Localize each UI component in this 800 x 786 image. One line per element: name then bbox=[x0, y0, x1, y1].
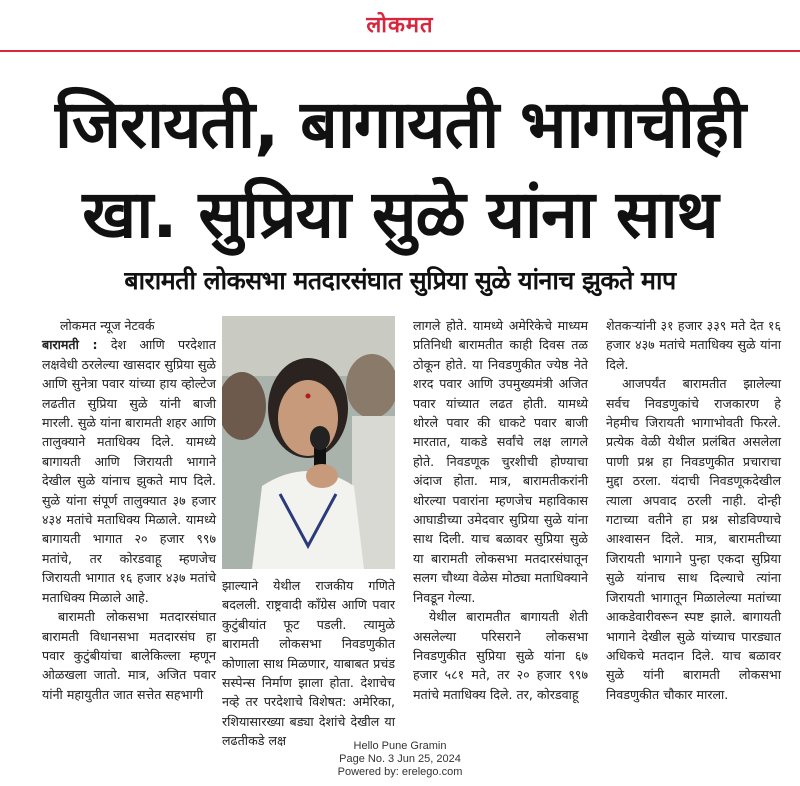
footer-source: Hello Pune Gramin bbox=[353, 740, 447, 752]
dateline: बारामती : bbox=[42, 337, 98, 353]
article-photo bbox=[222, 316, 395, 569]
paragraph-7: आजपर्यंत बारामतीत झालेल्या सर्वच निवडणुकांचे राजकारण हे नेहमीच जिरायती भागाभोवती फिरले. प्रत्येक वेळी येथील प्रलंबित असलेला पाणी प्रश्न हा निवडणुकीत प्रचाराचा मुद्दा ठरला. यंदाची निवडणूकदेखील त्याला अपवाद ठरली नाही. दोन्ही गटाच्या वतीने हा प्रश्न सोडविण्याचे आश्वासन दिले. मात्र, बारामतीच्या जिरायती भागाने पुन्हा एकदा सुप्रिया सुळे यांनाच साथ दिल्याचे त्यांना जिरायती भागातून मिळालेल्या मतांच्या आकडेवारीवरून स्पष्ट झाले. बागायती भागाने देखील सुळे यांच्याच पारड्यात अधिकचे मतदान दिले. याच बळावर सुळे यांनी बारामती लोकसभा निवडणुकीत चौकार मारला. bbox=[606, 376, 781, 702]
byline: लोकमत न्यूज नेटवर्क bbox=[60, 318, 155, 333]
paragraph-4: लागले होते. यामध्ये अमेरिकेचे माध्यम प्रतिनिधी बारामतीत काही दिवस तळ ठोकून होते. या निवडणुकीत ज्येष्ठ नेते शरद पवार आणि उपमुख्यमंत्री अजित पवार यांच्यात लढत होती. यामध्ये थोरले पवार की धाकटे पवार बाजी मारतात, याकडे सर्वांचे लक्ष लागले होते. निवडणूक चुरशीची होण्याचा अंदाज होता. मात्र, बारामतीकरांनी थोरल्या पवारांना म्हणजेच महाविकास आघाडीच्या उमेदवार सुप्रिया सुळे यांना साथ दिली. याच बळावर सुप्रिया सुळे या बारामती लोकसभा मतदारसंघातून सलग चौथ्या वेळेस मोठ्या मताधिक्याने निवडून गेल्या. bbox=[413, 318, 588, 605]
headline-line-1: जिरायती, बागायती भागाचीही bbox=[54, 86, 746, 163]
paragraph-1-text: देश आणि परदेशात लक्षवेधी ठरलेल्या खासदार सुप्रिया सुळे आणि सुनेत्रा पवार यांच्या हाय व्होल्टेज लढतीत सुप्रिया सुळे यांनी बाजी मारली. सुळे यांना बारामती शहर आणि तालुक्याने मताधिक्य दिले. यामध्ये बागायती आणि जिरायती भागाने देखील सुळे यांनाच झुकते माप दिले. सुळे यांना संपूर्ण तालुक्यात ३७ हजार ४३४ मतांचे मताधिक्य मिळाले. यामध्ये बागायती भागात २० हजार ९९७ मतांचे, तर कोरडवाहू म्हणजेच जिरायती भागात १६ हजार ४३७ मतांचे मताधिक्य मिळाले आहे. bbox=[42, 337, 216, 605]
paragraph-5: येथील बारामतीत बागायती शेती असलेल्या परिसराने लोकसभा निवडणुकीत सुप्रिया सुळे यांना ६७ हजार ५८१ मते, तर २० हजार ९९७ मतांचे मताधिक्य दिले. तर, कोरडवाहू bbox=[413, 609, 588, 702]
headline bbox=[0, 80, 800, 260]
paragraph-6: शेतकऱ्यांनी ३१ हजार ३३९ मते देत १६ हजार ४३७ मतांचे मताधिक्य सुळे यांना दिले. bbox=[606, 318, 781, 372]
article-column-4 bbox=[606, 316, 781, 704]
paragraph-2: बारामती लोकसभा मतदारसंघात बारामती विधानसभा मतदारसंघ हा पवार कुटुंबीयांचा बालेकिल्ला म्हणून ओळखला जातो. मात्र, अजित पवार यांनी महायुतीत जात सत्तेत सहभागी bbox=[42, 609, 216, 702]
footer-page: Page No. 3 Jun 25, 2024 bbox=[339, 753, 461, 765]
article-column-3 bbox=[413, 316, 588, 704]
masthead bbox=[0, 0, 800, 52]
masthead-rule bbox=[0, 50, 800, 52]
headline-line-2: खा. सुप्रिया सुळे यांना साथ bbox=[82, 176, 718, 253]
article-column-2 bbox=[222, 576, 395, 751]
subheadline: बारामती लोकसभा मतदारसंघात सुप्रिया सुळे यांनाच झुकते माप bbox=[124, 266, 676, 295]
newspaper-logo: लोकमत bbox=[366, 12, 434, 38]
paragraph-3: झाल्याने येथील राजकीय गणिते बदलली. राष्ट्रवादी काँग्रेस आणि पवार कुटुंबीयांत फूट पडली. त्यामुळे बारामती लोकसभा निवडणुकीत कोणाला साथ मिळणार, याबाबत प्रचंड सस्पेन्स निर्माण झाला होता. देशाचेच नव्हे तर परदेशाचे विशेषत: अमेरिका, रशियासारख्या बड्या देशांचे देखील या लढतीकडे लक्ष bbox=[222, 578, 395, 749]
footer bbox=[0, 740, 800, 779]
footer-powered: Powered by: erelego.com bbox=[337, 766, 463, 778]
speaker-photo-illustration bbox=[222, 316, 395, 569]
paragraph-1 bbox=[42, 335, 216, 607]
article-column-1 bbox=[42, 316, 216, 704]
